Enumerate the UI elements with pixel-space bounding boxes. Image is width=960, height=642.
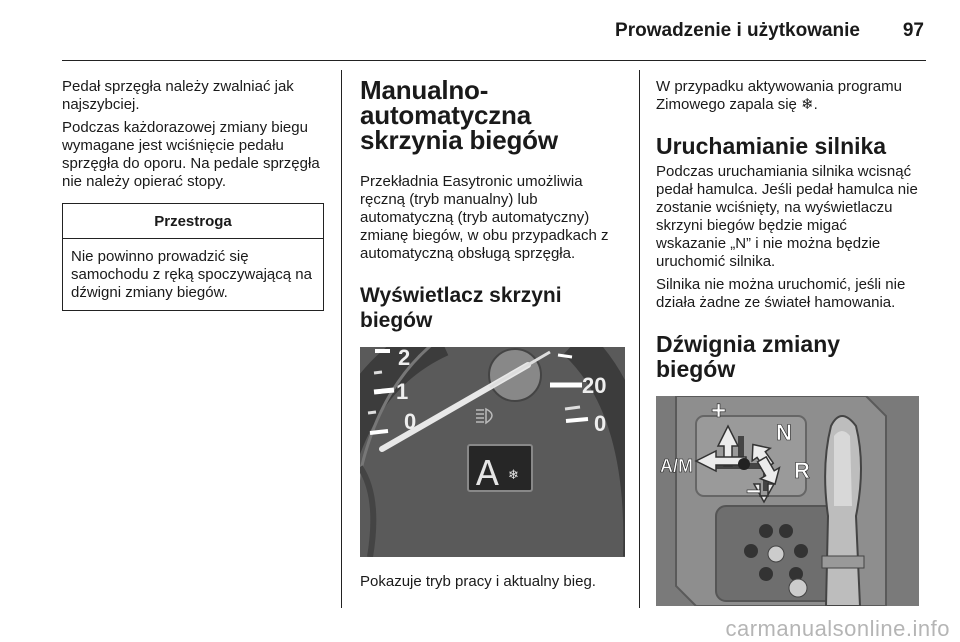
watermark: carmanualsonline.info xyxy=(725,616,950,641)
section-heading-transmission: Manualno-automatyczna skrzynia biegów xyxy=(360,75,558,155)
column-2 xyxy=(360,75,625,596)
subheading-gear-lever: Dźwignia zmiany biegów xyxy=(656,331,841,382)
paragraph-clutch-release: Pedał sprzęgła należy zwalniać jak najszybciej. xyxy=(62,78,294,113)
page-number: 97 xyxy=(902,20,924,41)
gauge-label: 20 xyxy=(582,373,607,398)
subheading-engine-start: Uruchamianie silnika xyxy=(656,133,887,159)
gear-r-label: R xyxy=(794,458,810,483)
figure-caption: Pokazuje tryb pracy i aktualny bieg. xyxy=(360,573,596,590)
transmission-display-figure xyxy=(360,347,625,557)
snowflake-icon: ❄ xyxy=(508,468,519,483)
running-header: Prowadzenie i użytkowanie xyxy=(615,20,860,41)
gear-display-letter: A xyxy=(476,454,499,497)
subheading-display: Wyświetlacz skrzyni biegów xyxy=(360,284,562,332)
paragraph-winter-program: W przypadku aktywowania programu Zimowego zapala się ❄. xyxy=(656,78,902,113)
column-1 xyxy=(62,78,326,311)
gear-lever-figure xyxy=(656,396,919,606)
gauge-label: 0 xyxy=(404,409,417,434)
gear-minus-label: − xyxy=(746,476,762,506)
header-rule xyxy=(62,60,926,61)
column-divider-right xyxy=(639,70,640,608)
caution-box xyxy=(62,203,324,311)
paragraph-brake-pedal: Podczas uruchamiania silnika wcisnąć pedał hamulca. Jeśli pedał hamulca nie zostanie wciśnięty, na wyświetlaczu skrzyni biegów będzie migać wskazanie „N” i nie można będzie uruchomić silnika. xyxy=(656,163,918,270)
gauge-label: 1 xyxy=(396,379,409,404)
column-divider-left xyxy=(341,70,342,608)
gear-plus-label: + xyxy=(711,396,727,425)
paragraph-easytronic: Przekładnia Easytronic umożliwia ręczną (tryb manualny) lub automatyczną (tryb automatyczny) zmianę biegów, w obu przypadkach z automatyczną obsługą sprzęgła. xyxy=(360,173,609,262)
gear-n-label: N xyxy=(776,420,792,445)
gauge-label: 0 xyxy=(594,411,607,436)
column-3 xyxy=(656,78,921,606)
paragraph-brake-lights: Silnika nie można uruchomić, jeśli nie działa żadne ze świateł hamowania. xyxy=(656,276,906,311)
gauge-label: 2 xyxy=(398,347,411,370)
caution-text: Nie powinno prowadzić się samochodu z ręką spoczywającą na dźwigni zmiany biegów. xyxy=(71,248,312,301)
gear-am-label: A/M xyxy=(660,456,693,476)
caution-title: Przestroga xyxy=(63,204,323,239)
paragraph-clutch-press: Podczas każdorazowej zmiany biegu wymagane jest wciśnięcie pedału sprzęgła do oporu. Na pedale sprzęgła nie należy opierać stopy. xyxy=(62,119,320,190)
